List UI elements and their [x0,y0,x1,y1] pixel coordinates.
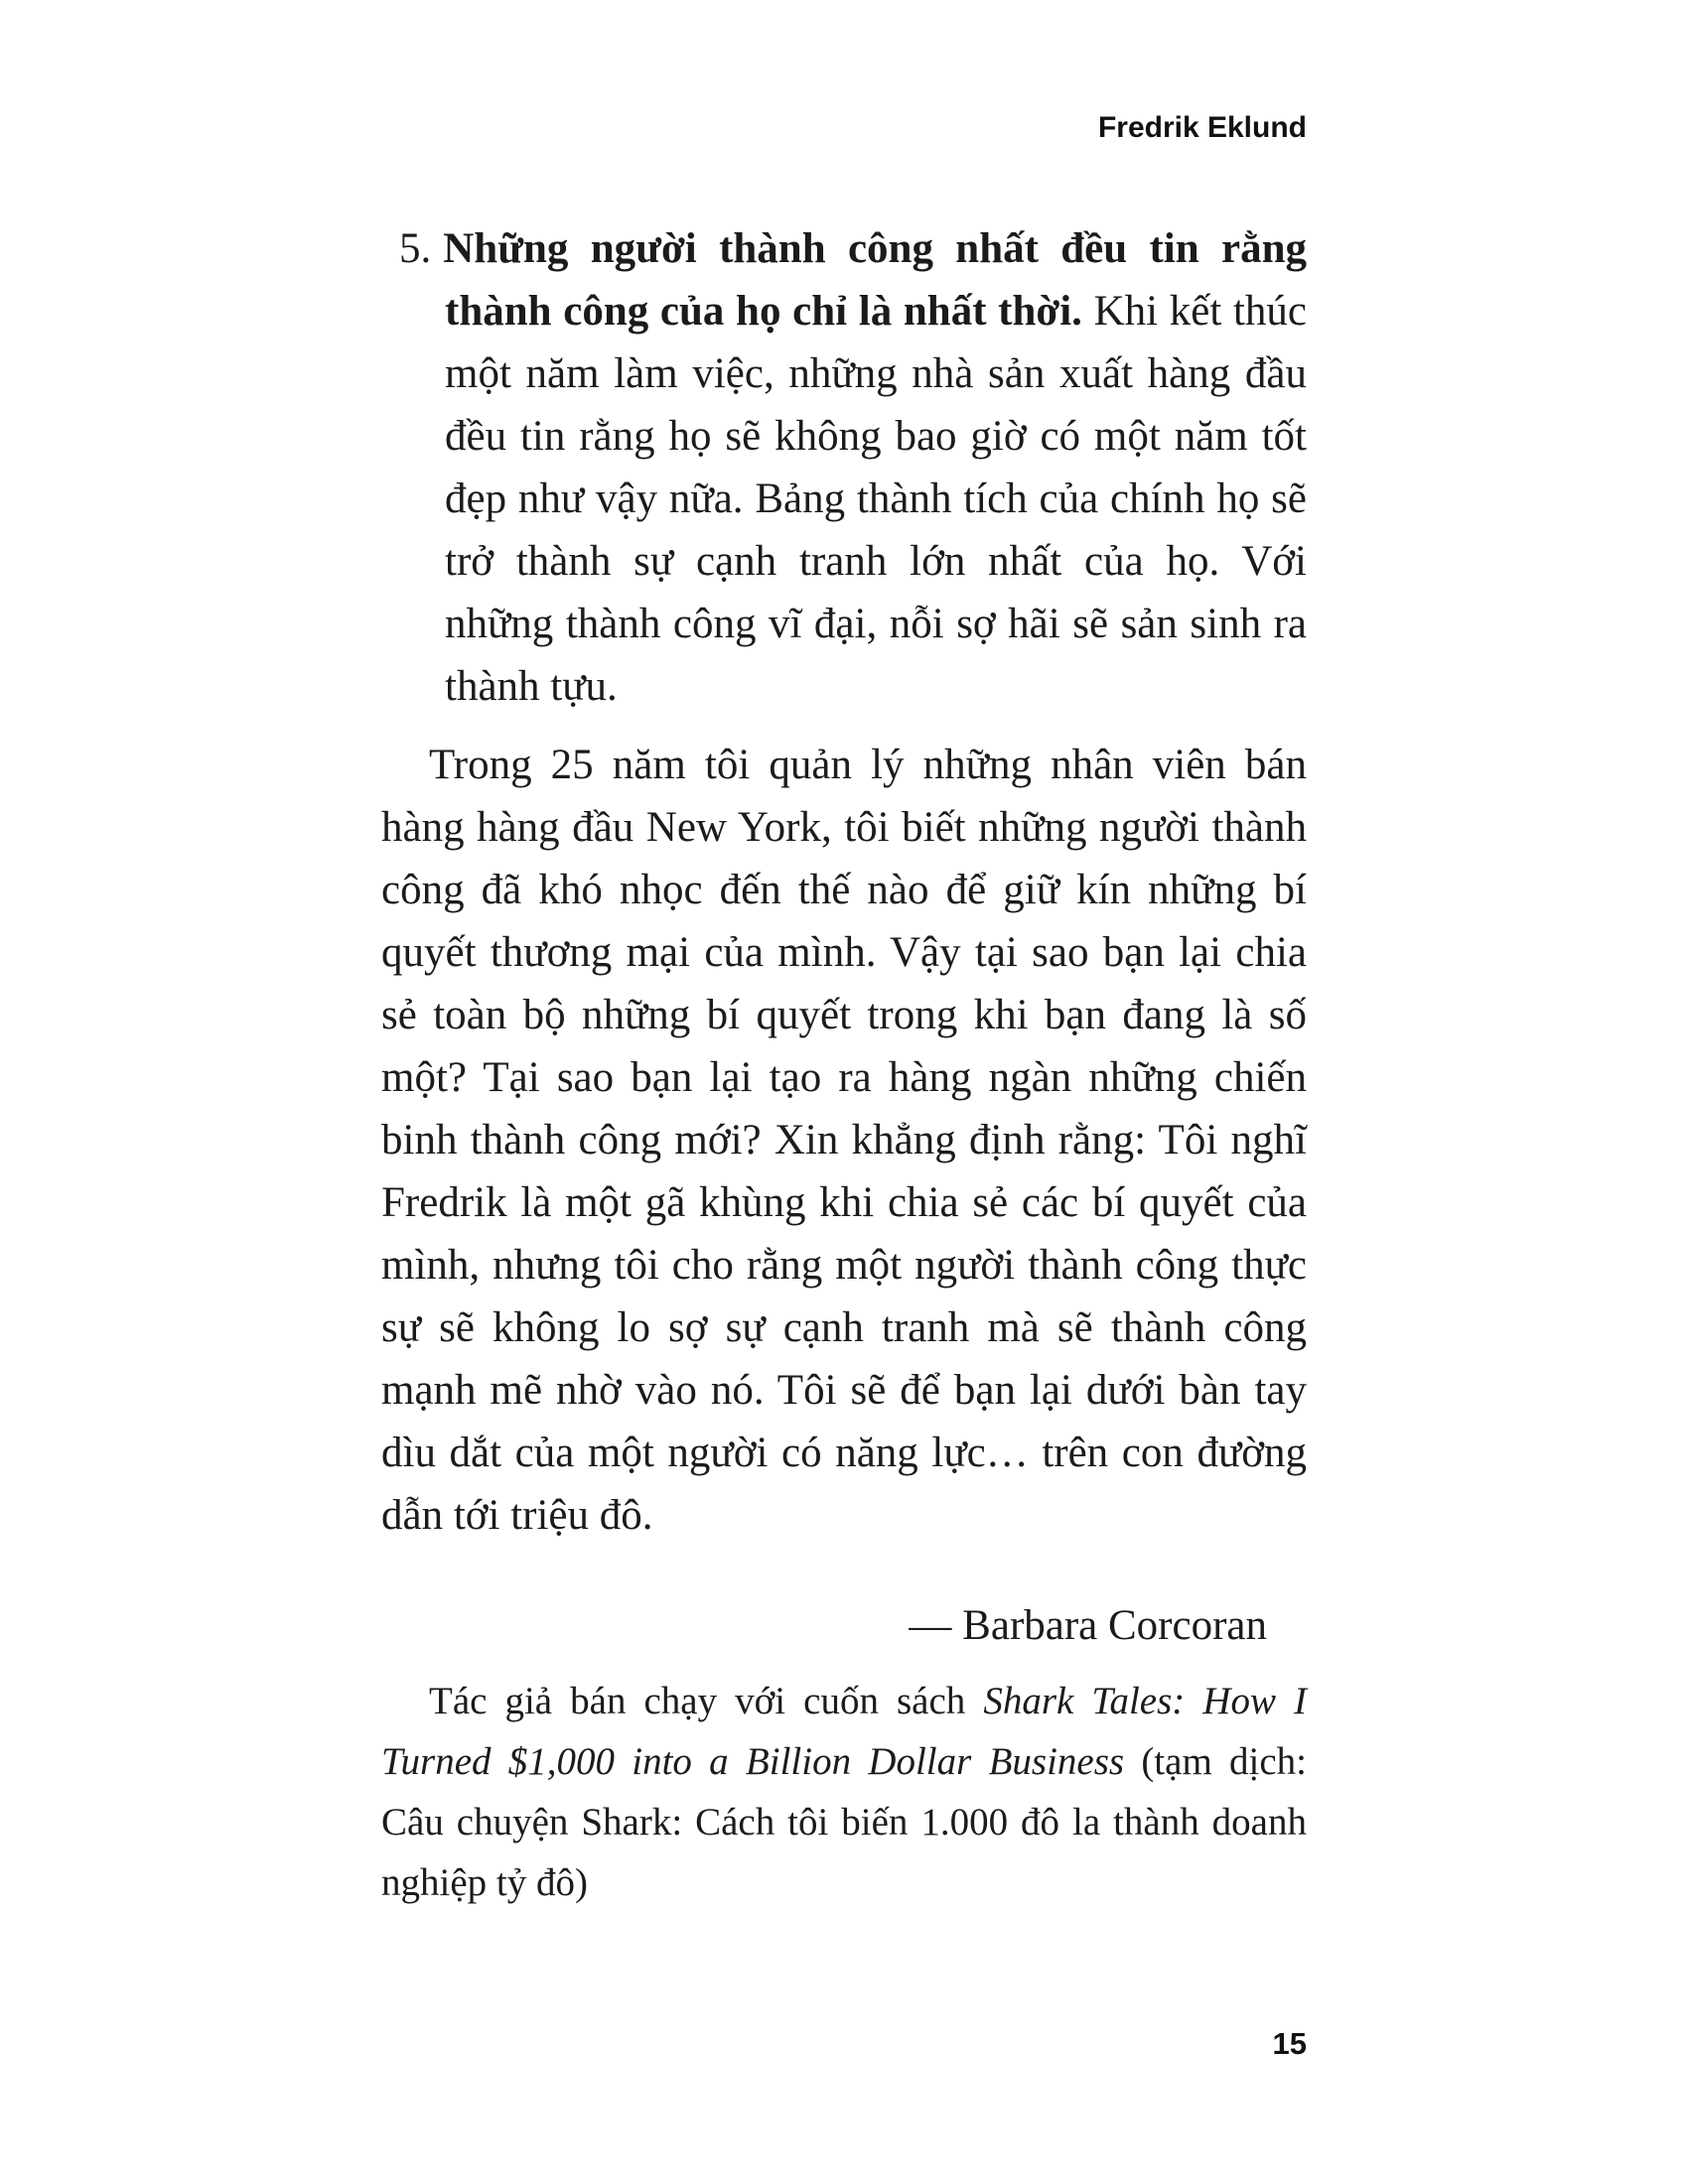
item-body-text: Khi kết thúc một năm làm việc, những nhà sản xuất hàng đầu đều tin rằng họ sẽ không bao giờ có một năm tốt đẹp như vậy nữa. Bảng thành tích của chính họ sẽ trở thành sự cạnh tranh lớn nhất của họ. Với những thành công vĩ đại, nỗi sợ hãi sẽ sản sinh ra thành tựu. [445,288,1307,710]
attribution: — Barbara Corcoran [909,1602,1267,1649]
item-number: 5. [399,225,432,272]
body-paragraph: Trong 25 năm tôi quản lý những nhân viên bán hàng hàng đầu New York, tôi biết những người thành công đã khó nhọc đến thế nào để giữ kín những bí quyết thương mại của mình. Vậy tại sao bạn lại chia sẻ toàn bộ những bí quyết trong khi bạn đang là số một? Tại sao bạn lại tạo ra hàng ngàn những chiến binh thành công mới? Xin khẳng định rằng: Tôi nghĩ Fredrik là một gã khùng khi chia sẻ các bí quyết của mình, nhưng tôi cho rằng một người thành công thực sự sẽ không lo sợ sự cạnh tranh mà sẽ thành công mạnh mẽ nhờ vào nó. Tôi sẽ để bạn lại dưới bàn tay dìu dắt của một người có năng lực… trên con đường dẫn tới triệu đô. [381,742,1307,1539]
footnote-book-title: Shark Tales: How I Turned $1,000 into a Billion Dollar Business [381,1680,1307,1783]
numbered-list-item-5 [399,217,1307,718]
book-footnote [381,1671,1307,1913]
item-lead-bold: Những người thành công nhất đều tin rằng thành công của họ chỉ là nhất thời. [443,225,1307,335]
running-header [381,112,1307,144]
page-content [381,217,1307,2075]
author-name: Fredrik Eklund [1097,111,1307,144]
footnote-lead: Tác giả bán chạy với cuốn sách [429,1680,984,1722]
page-number: 15 [1272,2026,1307,2061]
footnote-rest: (tạm dịch: Câu chuyện Shark: Cách tôi biến 1.000 đô la thành doanh nghiệp tỷ đô) [381,1740,1308,1904]
page-footer [381,2012,1307,2075]
